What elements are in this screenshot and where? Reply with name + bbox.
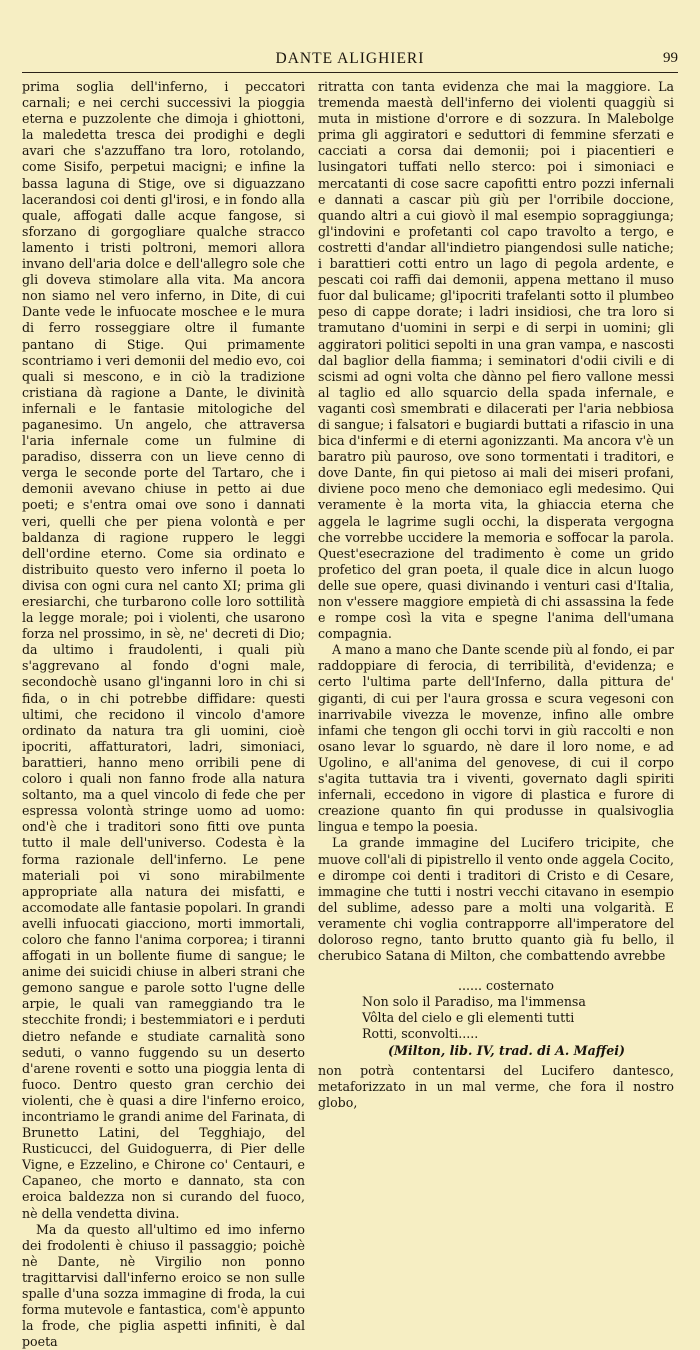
paragraph: A mano a mano che Dante scende più al fondo, ei par raddoppiare di ferocia, di terribilità, d'evidenza; e certo l'ultima parte dell'Inferno, dalla pittura de' giganti, di cui per l'aura grossa e scura vegesoni con inarrivabile vivezza le movenze, infino alle ombre infami che tengon gli occhi torvi in giù raccolti e non osano levar lo sguardo, nè dare il loro nome, e ad Ugolino, e all'anima del genovese, di cui il corpo s'agita tuttavia tra i viventi, governato dagli spiriti infernali, eccedono in vigore di plastica e furore di creazione quanto fin qui produsse in qualsivoglia lingua e tempo la poesia. xyxy=(318,642,674,835)
right-column xyxy=(318,79,674,1110)
verse-line: Non solo il Paradiso, ma l'immensa xyxy=(362,994,586,1010)
paragraph: non potrà contentarsi del Lucifero dantesco, metaforizzato in un mal verme, che fora il nostro globo, xyxy=(318,1062,674,1110)
verse-line: Rotti, sconvolti..... xyxy=(362,1026,479,1042)
page-number: 99 xyxy=(663,50,678,66)
running-head: DANTE ALIGHIERI xyxy=(275,50,425,67)
verse-citation: (Milton, lib. IV, trad. di A. Maffei) xyxy=(388,1042,625,1058)
paragraph: Ma da questo all'ultimo ed imo inferno dei frodolenti è chiuso il passaggio; poichè nè Dante, nè Virgilio non ponno tragittarvisi dall'inferno eroico se non sulle spalle d'una sozza immagine di froda, la cui forma mutevole e fantastica, com'è appunto la frode, che piglia aspetti infiniti, è dal poeta xyxy=(22,1221,305,1350)
verse-line: ...... costernato xyxy=(458,978,554,994)
left-column xyxy=(22,79,305,1350)
paragraph: prima soglia dell'inferno, i peccatori carnali; e nei cerchi successivi la pioggia eterna e puzzolente che dimoja i ghiottoni, la maledetta tresca dei prodighi e degli avari che s'azzuffano tra loro, rotolando, come Sisifo, perpetui macigni; e infine la bassa laguna di Stige, ove si diguazzano lacerandosi coi denti gl'irosi, e in fondo alla quale, affogati dalle acque fangose, si sforzano di gorgogliare qualche stracco lamento i tristi poltroni, memori allora invano dell'aria dolce e dell'allegro sole che gli doveva stimolare alla vita. Ma ancora non siamo nel vero inferno, in Dite, di cui Dante vede le infuocate moschee e le mura di ferro rosseggiare oltre il fumante pantano di Stige. Qui primamente scontriamo i veri demonii del medio evo, coi quali si mescono, e in ciò la tradizione cristiana dà ragione a Dante, le divinità infernali e le fantasie mitologiche del paganesimo. Un angelo, che attraversa l'aria infernale come un fulmine di paradiso, disserra con un lieve cenno di verga le seconde porte del Tartaro, che i demonii avevano chiuse in petto ai due poeti; e s'entra omai ove sono i dannati veri, quelli che per piena volontà e per baldanza di ragione ruppero le leggi dell'ordine eterno. Come sia ordinato e distribuito questo vero inferno il poeta lo divisa con ogni cura nel canto XI; prima gli eresiarchi, che turbarono colle loro sottilità la legge morale; poi i violenti, che usarono forza nel prossimo, in sè, ne' decreti di Dio; da ultimo i fraudolenti, i quali più s'aggrevano al fondo d'ogni male, secondochè usano gl'inganni loro in chi si fida, o in chi potrebbe diffidare: questi ultimi, che recidono il vincolo d'amore ordinato da natura tra gli uomini, cioè ipocriti, affatturatori, ladri, simoniaci, barattieri, hanno meno orribili pene di coloro i quali non fanno frode alla natura soltanto, ma a quel vincolo di fede che per espressa volontà stringe uomo ad uomo: ond'è che i traditori sono fitti ove punta tutto il male dell'universo. Codesta è la forma razionale dell'inferno. Le pene materiali poi vi sono mirabilmente appropriate alla natura dei misfatti, e accomodate alle fantasie popolari. In grandi avelli infuocati giacciono, morti immortali, coloro che fanno l'anima corporea; i tiranni affogati in un bollente fiume di sangue; le anime dei suicidi chiuse in alberi strani che gemono sangue e parole sotto l'ugne delle arpie, le quali van rameggiando tra le stecchite frondi; i bestemmiatori e i perduti dietro nefande e studiate carnalità sono seduti, o vanno fuggendo su un deserto d'arene roventi e sotto una pioggia lenta di fuoco. Dentro questo gran cerchio dei violenti, che è quasi a dire l'inferno eroico, incontriamo le grandi anime del Farinata, di Brunetto Latini, del Tegghiajo, del Rusticucci, del Guidoguerra, di Pier delle Vigne, e Ezzelino, e Chirone co' Centauri, e Capaneo, che morto e dannato, sta con eroica baldezza non si curando del fuoco, nè della vendetta divina. xyxy=(22,79,305,1221)
paragraph: ritratta con tanta evidenza che mai la maggiore. La tremenda maestà dell'inferno dei violenti quaggiù si muta in mistione d'orrore e di sozzura. In Malebolge prima gli aggiratori e seduttori di femmine sferzati e cacciati a corsa dai demonii; poi i piacentieri e lusingatori tuffati nello sterco: poi i simoniaci e mercatanti di cose sacre capofitti entro pozzi infernali e dannati a cascar più giù per l'orribile doccione, quando altri a cui giovò il mal esempio sopraggiunga; gl'indovini e profetanti col capo travolto a tergo, e costretti d'andar all'indietro piangendosi sulle natiche; i barattieri cotti entro un lago di pegola ardente, e pescati coi raffi dai demonii, appena mettano il muso fuor dal bulicame; gl'ipocriti trafelanti sotto il plumbeo peso di cappe dorate; i ladri insidiosi, che tra loro si tramutano d'uomini in serpi e di serpi in uomini; gli aggiratori politici sepolti in una gran vampa, e nascosti dal baglior della fiamma; i seminatori d'odii civili e di scismi ad ogni volta che dànno pel fiero vallone messi al taglio ed allo squarcio della spada infernale, e vaganti così smembrati e dilacerati per l'aria nebbiosa di sangue; i falsatori e bugiardi buttati a rifascio in una bica d'infermi e di eterni agonizzanti. Ma ancora v'è un baratro più pauroso, ove sono tormentati i traditori, e dove Dante, fin qui pietoso ai mali dei miseri profani, diviene poco meno che demoniaco egli medesimo. Qui veramente è la morta vita, la ghiaccia eterna che aggela le lagrime sugli occhi, la disperata vergogna che vorrebbe uccidere la memoria e soffocar la parola. Quest'esecrazione del tradimento è come un grido profetico del gran poeta, il quale dice in alcun luogo delle sue opere, quasi divinando i venturi casi d'Italia, non v'essere maggiore empietà di chi assassina la fede e rompe così la vita e spegne l'anima dell'umana compagnia. xyxy=(318,79,674,642)
verse-quotation xyxy=(318,978,674,1058)
verse-line: Vôlta del cielo e gli elementi tutti xyxy=(362,1010,575,1026)
page-header xyxy=(22,48,678,73)
paragraph: La grande immagine del Lucifero tricipite, che muove coll'ali di pipistrello il vento onde aggela Cocito, e dirompe coi denti i traditori di Cristo e di Cesare, immagine che tutti i nostri vecchi citavano in esempio del sublime, adesso pare a molti una volgarità. E veramente chi voglia contrapporre all'imperatore del doloroso regno, tanto brutto quanto già fu bello, il cherubico Satana di Milton, che combattendo avrebbe xyxy=(318,835,674,964)
